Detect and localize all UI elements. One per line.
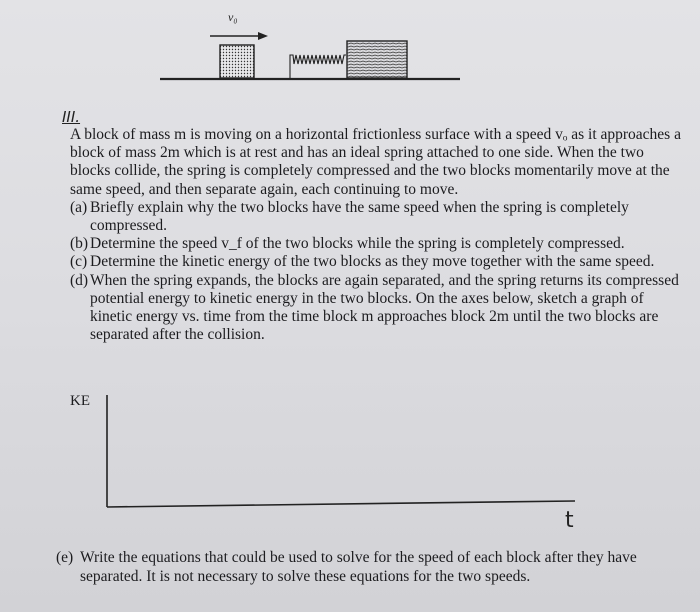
x-axis-label: t <box>565 508 574 533</box>
block-2m <box>347 41 407 78</box>
part-e <box>56 548 676 586</box>
spring <box>290 55 346 78</box>
y-axis-label: KE <box>70 393 90 409</box>
part-text: Write the equations that could be used to solve for the speed of each block after they have separated. It is not necessary to solve these equations for the two speeds. <box>80 549 637 585</box>
part-b <box>70 235 682 253</box>
part-text: Determine the speed v_f of the two blocks while the spring is completely compressed. <box>90 235 625 253</box>
part-d <box>70 272 682 345</box>
velocity-label: v₀ <box>228 10 238 24</box>
part-text: Briefly explain why the two blocks have the same speed when the spring is completely compressed. <box>90 198 629 235</box>
x-axis <box>107 501 575 507</box>
part-text: When the spring expands, the blocks are again separated, and the spring returns its compressed potential energy to kinetic energy in the two blocks. On the axes below, sketch a graph of kinetic energy vs. time from the time block m approaches block 2m until the two blocks are separated after the collision. <box>90 271 679 344</box>
problem-intro: A block of mass m is moving on a horizontal frictionless surface with a speed vₒ as it approaches a block of mass 2m which is at rest and has an ideal spring attached to one side. When the two blocks collide, the spring is completely compressed and the two blocks momentarily move at the same speed, and then separate again, each continuing to move. <box>70 126 681 198</box>
part-tag: (a) <box>70 198 88 216</box>
block-m <box>220 45 254 78</box>
part-tag: (d) <box>70 271 89 289</box>
part-c <box>70 253 682 271</box>
problem-text <box>70 126 682 344</box>
part-tag: (e) <box>56 549 74 566</box>
collision-diagram <box>0 0 700 100</box>
part-a <box>70 199 682 235</box>
part-tag: (c) <box>70 253 88 271</box>
ke-time-axes <box>60 385 600 545</box>
velocity-arrow-head <box>258 32 268 40</box>
part-text: Determine the kinetic energy of the two blocks as they move together with the same speed. <box>90 253 655 271</box>
problem-number: III. <box>62 108 81 126</box>
part-tag: (b) <box>70 235 89 253</box>
